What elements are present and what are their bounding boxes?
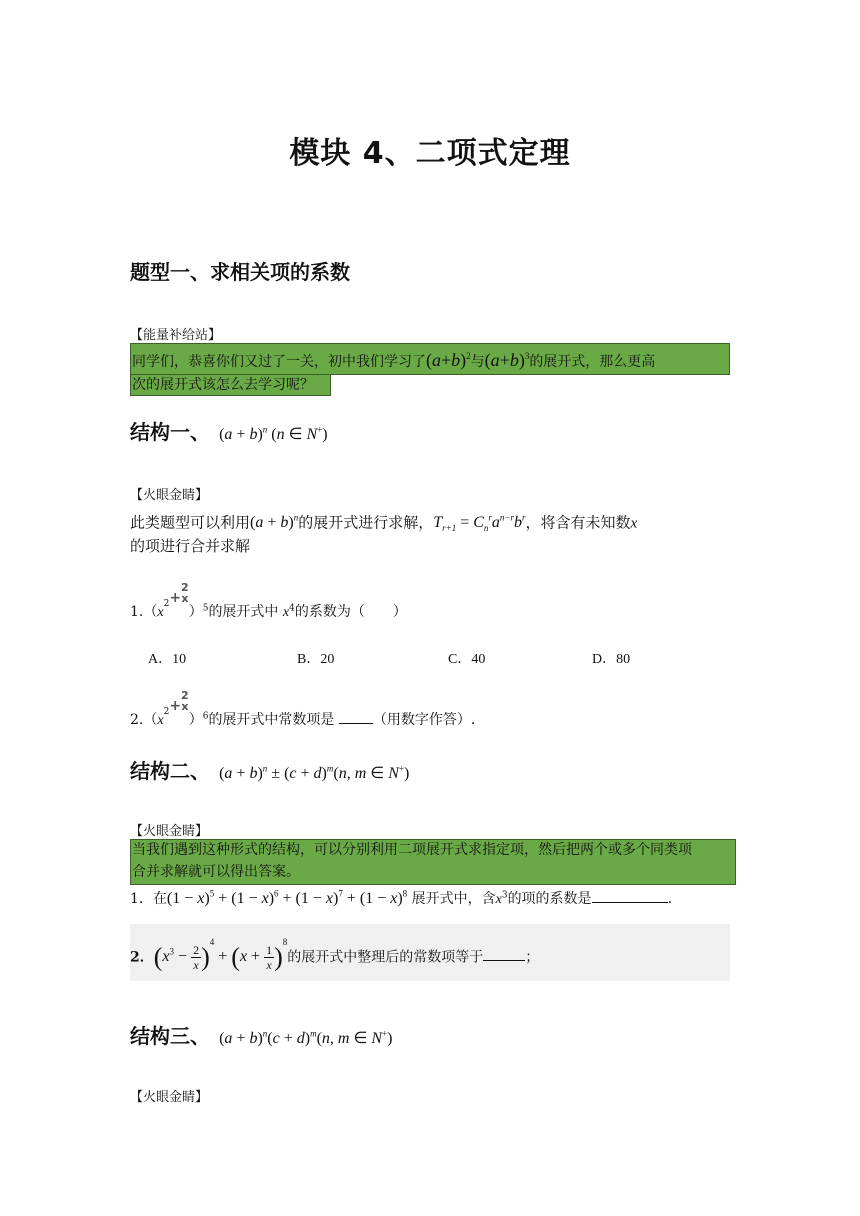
eye-text-2-line1: 当我们遇到这种形式的结构，可以分别利用二项展开式求指定项，然后把两个或多个同类项 xyxy=(132,842,692,858)
eye-tag-1: 【火眼金睛】 xyxy=(130,488,209,503)
question-2: $2.(x^2+2$ x）$^6$的展开式中常数项是 （用数字作答）. xyxy=(130,689,476,728)
question-1: $1.(x^2+2$ x）$^5$的展开式中 $x^4$的系数为（ ） xyxy=(130,581,407,620)
answer-blank[interactable] xyxy=(339,723,373,724)
answer-blank[interactable] xyxy=(483,960,525,961)
eye-tag-3: 【火眼金睛】 xyxy=(130,1090,209,1105)
energy-tag: 【能量补给站】 xyxy=(130,328,222,343)
structure-two-heading: 结构二、 $(a + b)^n \pm (c + d)^m(n$, m ∈ N+) xyxy=(130,759,410,783)
energy-text-line1: 同学们，恭喜你们又过了一关，初中我们学习了$(a+b)^2$与$(a+b)^3$的展开式，那么更高 xyxy=(132,350,656,370)
option-d: D．80 xyxy=(592,652,631,667)
section-heading: 题型一、求相关项的系数 xyxy=(130,260,350,284)
eye-text-2-line2: 合并求解就可以得出答案。 xyxy=(132,864,300,880)
answer-blank[interactable] xyxy=(592,902,668,903)
question-2-1: 1．在$(1 - x)^5 + (1 - x)^6 + (1 - x)^7 + (1 - x)^8$ 展开式中，含$x^3$的项的系数是 . xyxy=(130,888,673,907)
energy-text-line2: 次的展开式该怎么去学习呢？ xyxy=(132,377,314,393)
option-a: A．10 xyxy=(148,652,187,667)
question-2-2: 2．($x^3$ − $\frac{2}{x}$ )$^4$ + (x + $\frac{1}{x}$ )$^8$的展开式中整理后的常数项等于 ； xyxy=(130,937,540,973)
structure-three-heading: 结构三、 $(a + b)^n(c + d)^m(n$, m ∈ N+) xyxy=(130,1024,393,1048)
page-title: 模块 4、二项式定理 xyxy=(289,136,571,171)
option-c: C．40 xyxy=(448,652,486,667)
structure-one-heading: 结构一、 $(a + b)^n$ (n ∈ N+) xyxy=(130,420,328,444)
eye-text-1: 此类题型可以利用$(a + b)^n$的展开式进行求解，$T_{r+1} = C_n^ra^{n-r}b^r$，将含有未知数x xyxy=(130,513,638,534)
eye-text-2: 的项进行合并求解 xyxy=(130,537,251,555)
eye-tag-2: 【火眼金睛】 xyxy=(130,824,209,839)
option-b: B．20 xyxy=(297,652,335,667)
